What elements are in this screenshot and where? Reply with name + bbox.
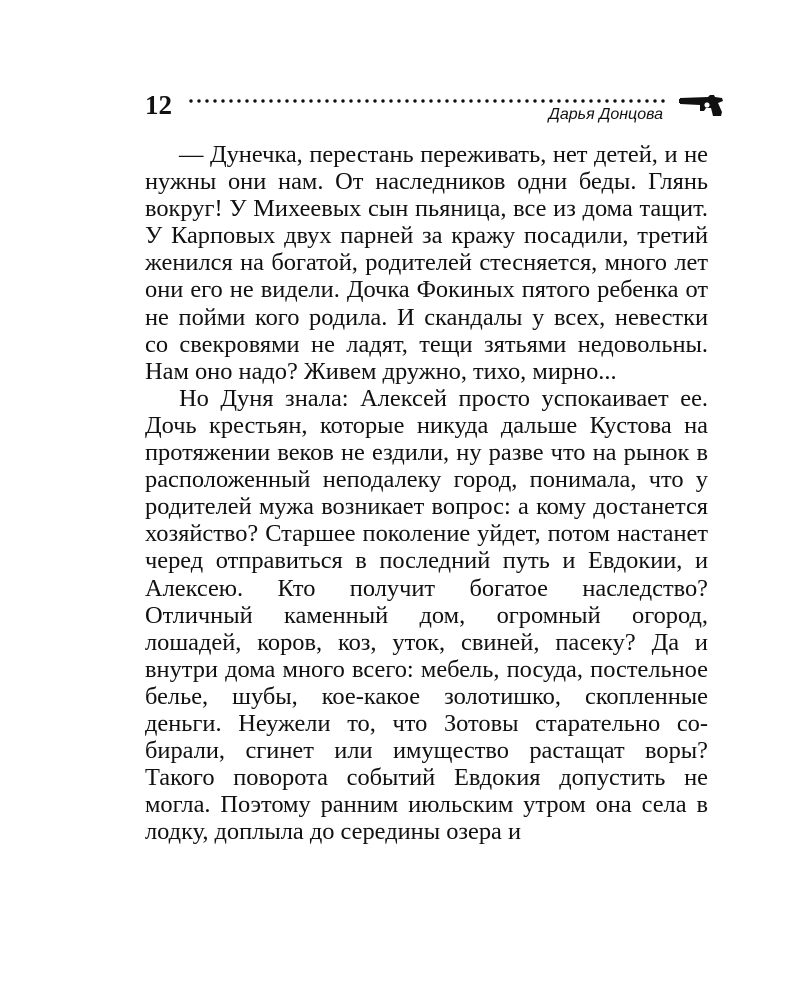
paragraph: Но Дуня знала: Алексей просто успокаивает ее. Дочь крестьян, которые никуда дальше Кустова на протяжении веков не ездили, ну разве что на рынок в расположенный неподалеку город, понимала, что у родителей мужа возникает вопрос: а кому достанется хозяйство? Старшее поколение уйдет, потом настанет черед отправиться в последний путь и Евдокии, и Алексею. Кто получит богатое наследство? Отличный каменный дом, огромный огород, лошадей, коров, коз, уток, свиней, пасеку? Да и внутри дома много всего: мебель, посуда, постельное белье, шубы, кое-какое золотишко, скопленные деньги. Неужели то, что Зотовы старательно собирали, сгинет или имущество растащат воры? Такого поворота событий Евдокия допустить не могла. Поэтому ранним июльским утром она села в лодку, доплыла до середины озера и <box>145 384 708 846</box>
author-name: Дарья Донцова <box>548 106 663 123</box>
revolver-icon <box>678 92 728 118</box>
body-text <box>145 141 708 845</box>
page-number: 12 <box>145 90 172 120</box>
paragraph: — Дунечка, перестань переживать, нет детей, и не нужны они нам. От наследников одни беды. Глянь вокруг! У Михеевых сын пьяница, все из дома тащит. У Карповых двух парней за кражу посадили, третий женился на богатой, родителей стесняется, много лет они его не видели. Дочка Фокиных пятого ребенка от не пойми кого родила. И скандалы у всех, невестки со свекровями не ладят, тещи зятьями недовольны. Нам оно надо? Живем дружно, тихо, мирно... <box>145 141 708 385</box>
page-header <box>145 86 725 126</box>
dot-leader <box>187 98 665 104</box>
